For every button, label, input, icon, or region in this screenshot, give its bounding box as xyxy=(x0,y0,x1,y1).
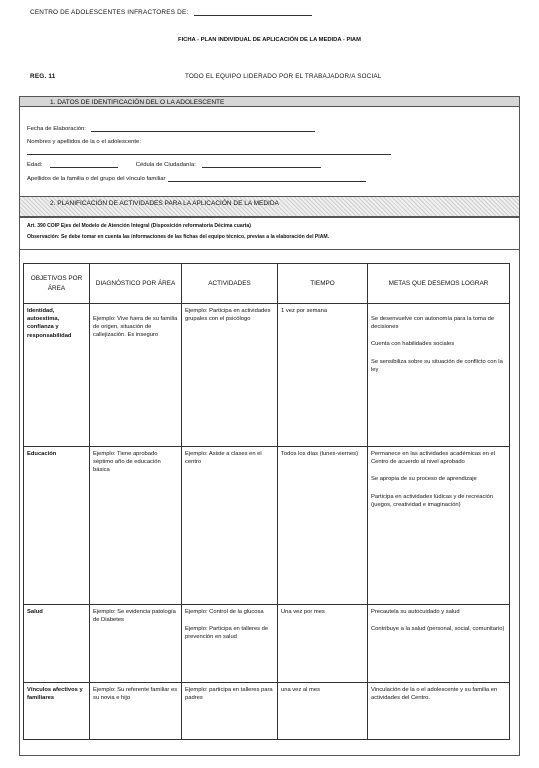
fecha-row xyxy=(27,126,315,132)
row-metas[interactable]: Permanece en las actividades académicas en el Centro de acuerdo al nivel aprobado Se apropia de su proceso de aprendizaje Participa en actividades lúdicas y de recreación (juegos, creatividad e imaginación) xyxy=(368,447,510,605)
row-actividades[interactable]: Ejemplo: Participa en actividades grupales con el psicólogo xyxy=(182,304,278,447)
nombres-input-line[interactable] xyxy=(27,154,391,155)
row-actividades[interactable]: Ejemplo: participa en talleres para padres xyxy=(182,683,278,740)
section2-header: 2. PLANIFICACIÓN DE ACTIVIDADES PARA LA APLICACIÓN DE LA MEDIDA xyxy=(19,196,520,217)
row-diagnostico[interactable]: Ejemplo: Tiene aprobado séptimo año de educación básica xyxy=(90,447,182,605)
row-actividades[interactable]: Ejemplo: Asiste a clases en el centro xyxy=(182,447,278,605)
table-row xyxy=(24,605,510,683)
apellidos-row xyxy=(27,176,366,182)
row-tiempo[interactable]: Todos los días (lunes-viernes) xyxy=(278,447,368,605)
document-title: FICHA - PLAN INDIVIDUAL DE APLICACIÓN DE LA MEDIDA - PIAM xyxy=(178,37,361,43)
row-diagnostico[interactable]: Ejemplo: Su referente familiar es su novia e hijo xyxy=(90,683,182,740)
row-metas[interactable]: Se desenvuelve con autonomía para la toma de decisiones Cuenta con habilidades sociales Se sensibiliza sobre su situación de conflicto con la ley xyxy=(368,304,510,447)
row-area: Vínculos afectivos y familiares xyxy=(24,683,90,740)
fecha-input-line[interactable] xyxy=(91,131,315,132)
center-label: CENTRO DE ADOLESCENTES INFRACTORES DE: xyxy=(30,9,189,16)
header-objetivos: OBJETIVOS POR ÁREA xyxy=(24,264,90,304)
row-area: Educación xyxy=(24,447,90,605)
section2-note-observacion: Observación: Se debe tomar en cuenta las informaciones de las fichas del equipo técnico, previas a la elaboración del PIAM. xyxy=(27,234,330,240)
section2-bottom-divider xyxy=(19,249,520,250)
row-tiempo[interactable]: 1 vez por semana xyxy=(278,304,368,447)
row-diagnostico[interactable]: Ejemplo: Se evidencia patología de Diabetes xyxy=(90,605,182,683)
edad-input-line[interactable] xyxy=(50,167,118,168)
nombres-label: Nombres y apellidos de la o el adolescente: xyxy=(27,139,141,145)
header-tiempo: TIEMPO xyxy=(278,264,368,304)
document-subtitle: TODO EL EQUIPO LIDERADO POR EL TRABAJADOR/A SOCIAL xyxy=(185,73,382,80)
plan-table xyxy=(23,263,510,740)
row-metas[interactable]: Precautela su autocuidado y salud Contribuye a la salud (personal, social, comunitario) xyxy=(368,605,510,683)
reg-number: REG. 11 xyxy=(30,73,56,80)
row-area: Identidad, autoestima, confianza y responsabilidad xyxy=(24,304,90,447)
center-name-line[interactable] xyxy=(194,15,312,16)
edad-label: Edad: xyxy=(27,162,43,168)
cedula-input-line[interactable] xyxy=(202,167,321,168)
apellidos-label: Apellidos de la familia o del grupo del vínculo familiar xyxy=(27,176,166,182)
header-diagnostico: DIAGNÓSTICO POR ÁREA xyxy=(90,264,182,304)
table-row xyxy=(24,304,510,447)
apellidos-input-line[interactable] xyxy=(168,181,366,182)
row-area: Salud xyxy=(24,605,90,683)
row-actividades[interactable]: Ejemplo: Control de la glucosa Ejemplo: Participa en talleres de prevención en salud xyxy=(182,605,278,683)
section2-divider xyxy=(19,217,520,220)
cedula-label: Cédula de Ciudadanía: xyxy=(135,162,196,168)
row-diagnostico[interactable]: Ejemplo: Vive fuera de su familia de origen, situación de callejización. Es inseguro xyxy=(90,304,182,447)
table-row xyxy=(24,683,510,740)
header-actividades: ACTIVIDADES xyxy=(182,264,278,304)
row-tiempo[interactable]: una vez al mes xyxy=(278,683,368,740)
row-tiempo[interactable]: Una vez por mes xyxy=(278,605,368,683)
table-header-row xyxy=(24,264,510,304)
section2-note-articulo: Art. 390 COIP Ejes del Modelo de Atención Integral (Disposición reformatoria Décima cuarta) xyxy=(27,223,251,229)
edad-cedula-row xyxy=(27,162,321,168)
center-label-row xyxy=(30,9,312,16)
fecha-label: Fecha de Elaboración: xyxy=(27,126,86,132)
table-row xyxy=(24,447,510,605)
section1-header: 1. DATOS DE IDENTIFICACIÓN DEL O LA ADOLESCENTE xyxy=(19,96,520,107)
nombres-row xyxy=(27,139,141,145)
row-metas[interactable]: Vinculación de la o el adolescente y su familia en actividades del Centro. xyxy=(368,683,510,740)
header-metas: METAS QUE DESEMOS LOGRAR xyxy=(368,264,510,304)
